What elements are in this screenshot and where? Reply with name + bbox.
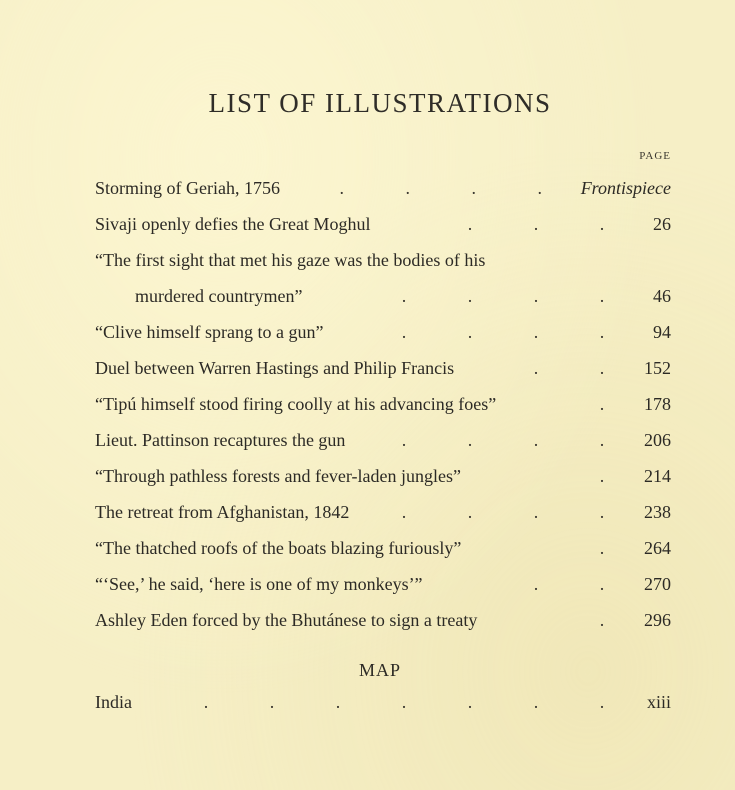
leader-dots: . — [599, 610, 605, 630]
leader-dots: . — [599, 538, 605, 558]
entry-title: “Through pathless forests and fever-laden jungles” — [95, 466, 462, 486]
entry-page: 264 — [644, 538, 671, 558]
entry-title: Ashley Eden forced by the Bhutánese to sign a treaty — [95, 610, 478, 630]
entry-page: 238 — [644, 502, 671, 522]
leader-dots: . . — [533, 358, 605, 378]
entry-title: “Clive himself sprang to a gun” — [95, 322, 324, 342]
list-item — [95, 202, 671, 238]
entry-page: 178 — [644, 394, 671, 414]
entry-title: India — [95, 692, 132, 712]
entry-page: 26 — [653, 214, 671, 234]
entry-title: “‘See,’ he said, ‘here is one of my monkeys’” — [95, 574, 423, 594]
list-item — [95, 238, 671, 274]
list-item — [95, 346, 671, 382]
leader-dots: . . . — [467, 214, 605, 234]
list-item — [95, 418, 671, 454]
maps-list — [95, 680, 671, 716]
entry-page: 152 — [644, 358, 671, 378]
entry-page: 46 — [653, 286, 671, 306]
leader-dots: . — [599, 466, 605, 486]
entry-title: Storming of Geriah, 1756 — [95, 178, 280, 198]
entry-title: murdered countrymen” — [135, 286, 303, 306]
entry-title: Lieut. Pattinson recaptures the gun — [95, 430, 346, 450]
entry-page: Frontispiece — [580, 178, 671, 198]
list-item — [95, 598, 671, 634]
leader-dots: . . . . . . . — [203, 692, 605, 712]
entry-page: 296 — [644, 610, 671, 630]
entry-title: Sivaji openly defies the Great Moghul — [95, 214, 371, 234]
list-item — [95, 526, 671, 562]
entry-title: The retreat from Afghanistan, 1842 — [95, 502, 350, 522]
list-item — [95, 274, 671, 310]
entry-title: “Tipú himself stood firing coolly at his advancing foes” — [95, 394, 497, 414]
entry-page: 270 — [644, 574, 671, 594]
list-item — [95, 166, 671, 202]
leader-dots: . . . . — [401, 430, 605, 450]
leader-dots: . . . . — [401, 322, 605, 342]
leader-dots: . . — [533, 574, 605, 594]
entry-page: xiii — [646, 692, 671, 712]
leader-dots: . . . . — [339, 178, 542, 198]
list-item — [95, 454, 671, 490]
entry-title: “The thatched roofs of the boats blazing furiously” — [95, 538, 462, 558]
entry-title: Duel between Warren Hastings and Philip Francis — [95, 358, 455, 378]
entry-page: 94 — [653, 322, 671, 342]
list-item — [95, 382, 671, 418]
entry-title: “The first sight that met his gaze was the bodies of his — [95, 250, 486, 270]
list-item — [95, 680, 671, 716]
list-item — [95, 310, 671, 346]
illustrations-list — [95, 166, 671, 634]
page-title: LIST OF ILLUSTRATIONS — [208, 88, 552, 118]
entry-page: 206 — [644, 430, 671, 450]
list-item — [95, 490, 671, 526]
map-section-title: MAP — [358, 660, 401, 680]
leader-dots: . . . . — [401, 502, 605, 522]
leader-dots: . — [599, 394, 605, 414]
leader-dots: . . . . — [401, 286, 605, 306]
page-column-label: PAGE — [639, 150, 671, 162]
entry-page: 214 — [644, 466, 671, 486]
list-item — [95, 562, 671, 598]
